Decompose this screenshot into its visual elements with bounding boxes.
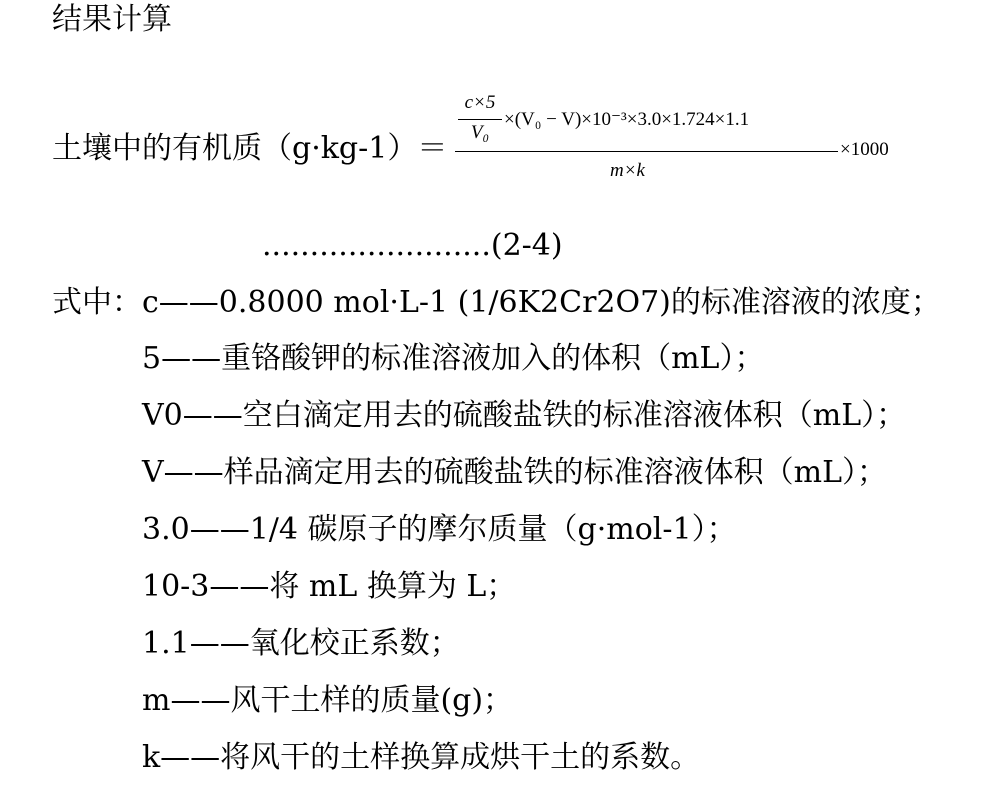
inner-fraction-bar [458, 119, 502, 120]
definition-item: m——风干土样的质量(g)； [142, 683, 514, 718]
organic-matter-formula [440, 88, 920, 198]
formula-label: 土壤中的有机质（g·kg-1）＝ [52, 131, 448, 166]
inner-fraction-denominator: V₀ [470, 122, 490, 143]
definition-item: k——将风干的土样换算成烘干土的系数。 [142, 740, 701, 775]
definition-item: 3.0——1/4 碳原子的摩尔质量（g·mol-1）； [142, 512, 737, 547]
inner-fraction-numerator: c×5 [464, 92, 496, 113]
definition-item: 式中：c——0.8000 mol·L-1 (1/6K2Cr2O7)的标准溶液的浓度； [52, 285, 941, 320]
formula-multiplier: ×1000 [840, 139, 889, 160]
definition-item: 5——重铬酸钾的标准溶液加入的体积（mL）； [142, 341, 765, 376]
section-heading: 结果计算 [52, 2, 172, 37]
main-fraction-bar [455, 151, 838, 152]
formula-numerator-terms: ×(V₀ − V)×10⁻³×3.0×1.724×1.1 [504, 109, 750, 130]
definition-item: V——样品滴定用去的硫酸盐铁的标准溶液体积（mL）； [142, 455, 888, 490]
definition-item: V0——空白滴定用去的硫酸盐铁的标准溶液体积（mL）； [142, 398, 907, 433]
equation-reference: ........................(2-4) [262, 228, 563, 263]
formula-denominator: m×k [610, 160, 645, 181]
definition-item: 10-3——将 mL 换算为 L； [142, 569, 517, 604]
definition-item: 1.1——氧化校正系数； [142, 626, 460, 661]
